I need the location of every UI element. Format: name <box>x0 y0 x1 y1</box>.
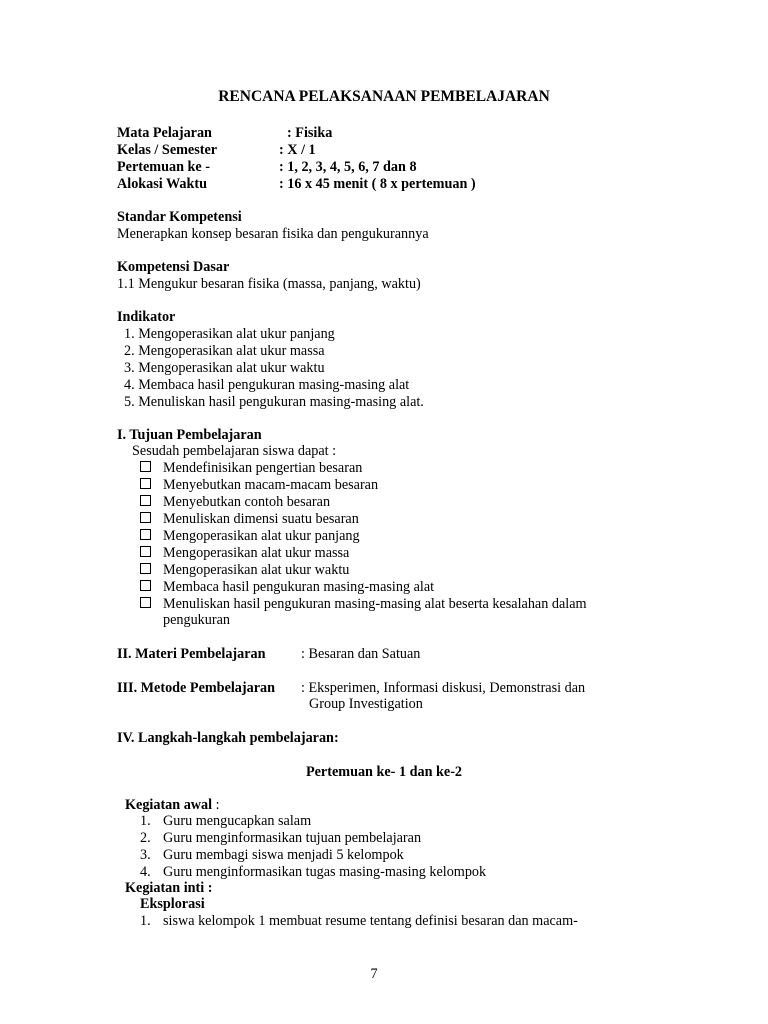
tujuan-item-text: Membaca hasil pengukuran masing-masing alat <box>163 579 435 595</box>
indikator-item: 4. Membaca hasil pengukuran masing-masing alat <box>124 377 410 393</box>
page-number: 7 <box>370 966 378 982</box>
kegiatan-awal-item: Guru menginformasikan tugas masing-masing kelompok <box>163 864 487 880</box>
standar-heading: Standar Kompetensi <box>117 209 242 225</box>
langkah-heading: IV. Langkah-langkah pembelajaran: <box>117 730 339 746</box>
kegiatan-awal-item-number: 2. <box>140 830 151 846</box>
tujuan-item-text: Menuliskan hasil pengukuran masing-masing alat beserta kesalahan dalam <box>163 596 587 612</box>
info-label-kelas: Kelas / Semester <box>117 142 218 158</box>
checkbox-square-icon <box>140 512 151 523</box>
kegiatan-awal-item-number: 1. <box>140 813 151 829</box>
checkbox-square-icon <box>140 580 151 591</box>
kegiatan-awal-item: Guru menginformasikan tujuan pembelajaran <box>163 830 422 846</box>
tujuan-item <box>140 511 151 528</box>
document-title: RENCANA PELAKSANAAN PEMBELAJARAN <box>218 88 550 105</box>
checkbox-square-icon <box>140 597 151 608</box>
kompetensi-heading: Kompetensi Dasar <box>117 259 230 275</box>
checkbox-square-icon <box>140 461 151 472</box>
tujuan-heading: I. Tujuan Pembelajaran <box>117 427 262 443</box>
kegiatan-awal-item-number: 3. <box>140 847 151 863</box>
tujuan-item <box>140 562 151 579</box>
kegiatan-awal-item-number: 4. <box>140 864 151 880</box>
info-label-mata-pelajaran: Mata Pelajaran <box>117 125 212 141</box>
info-value-alokasi: : 16 x 45 menit ( 8 x pertemuan ) <box>279 176 476 192</box>
kegiatan-awal-colon: : <box>212 797 220 813</box>
indikator-item: 5. Menuliskan hasil pengukuran masing-masing alat. <box>124 394 424 410</box>
kompetensi-text: 1.1 Mengukur besaran fisika (massa, panjang, waktu) <box>117 276 421 292</box>
tujuan-item-text: Mengoperasikan alat ukur massa <box>163 545 350 561</box>
info-value-mata-pelajaran: : Fisika <box>287 125 333 141</box>
standar-text: Menerapkan konsep besaran fisika dan pengukurannya <box>117 226 429 242</box>
checkbox-square-icon <box>140 478 151 489</box>
info-value-pertemuan: : 1, 2, 3, 4, 5, 6, 7 dan 8 <box>279 159 417 175</box>
indikator-heading: Indikator <box>117 309 176 325</box>
tujuan-intro: Sesudah pembelajaran siswa dapat : <box>132 443 337 459</box>
metode-heading: III. Metode Pembelajaran <box>117 680 276 696</box>
tujuan-item <box>140 528 151 545</box>
indikator-item: 1. Mengoperasikan alat ukur panjang <box>124 326 335 342</box>
eksplorasi-item: siswa kelompok 1 membuat resume tentang definisi besaran dan macam- <box>163 913 578 929</box>
info-value-kelas: : X / 1 <box>279 142 316 158</box>
tujuan-item-text: Menyebutkan macam-macam besaran <box>163 477 379 493</box>
tujuan-item-continuation: pengukuran <box>163 612 230 628</box>
indikator-item: 2. Mengoperasikan alat ukur massa <box>124 343 325 359</box>
checkbox-square-icon <box>140 495 151 506</box>
pertemuan-heading: Pertemuan ke- 1 dan ke-2 <box>305 764 463 780</box>
materi-heading: II. Materi Pembelajaran <box>117 646 266 662</box>
metode-value: : Eksperimen, Informasi diskusi, Demonstrasi dan <box>301 680 586 696</box>
tujuan-item-text: Mengoperasikan alat ukur waktu <box>163 562 350 578</box>
checkbox-square-icon <box>140 563 151 574</box>
kegiatan-inti-heading: Kegiatan inti : <box>125 880 213 896</box>
tujuan-item-text: Mengoperasikan alat ukur panjang <box>163 528 360 544</box>
kegiatan-awal-item: Guru mengucapkan salam <box>163 813 312 829</box>
tujuan-item-text: Menuliskan dimensi suatu besaran <box>163 511 359 527</box>
indikator-item: 3. Mengoperasikan alat ukur waktu <box>124 360 325 376</box>
tujuan-item <box>140 494 151 511</box>
eksplorasi-heading: Eksplorasi <box>140 896 205 912</box>
tujuan-item <box>140 460 151 477</box>
kegiatan-awal-item: Guru membagi siswa menjadi 5 kelompok <box>163 847 404 863</box>
tujuan-item-text: Mendefinisikan pengertian besaran <box>163 460 363 476</box>
metode-value-continuation: Group Investigation <box>309 696 423 712</box>
tujuan-item-text: Menyebutkan contoh besaran <box>163 494 331 510</box>
info-label-alokasi: Alokasi Waktu <box>117 176 208 192</box>
eksplorasi-item-number: 1. <box>140 913 151 929</box>
tujuan-item <box>140 545 151 562</box>
tujuan-item <box>140 579 151 596</box>
tujuan-item <box>140 596 151 613</box>
checkbox-square-icon <box>140 546 151 557</box>
kegiatan-awal-heading-row <box>125 797 220 814</box>
materi-value: : Besaran dan Satuan <box>301 646 421 662</box>
tujuan-item <box>140 477 151 494</box>
checkbox-square-icon <box>140 529 151 540</box>
info-label-pertemuan: Pertemuan ke - <box>117 159 210 175</box>
kegiatan-awal-heading: Kegiatan awal <box>125 797 213 813</box>
